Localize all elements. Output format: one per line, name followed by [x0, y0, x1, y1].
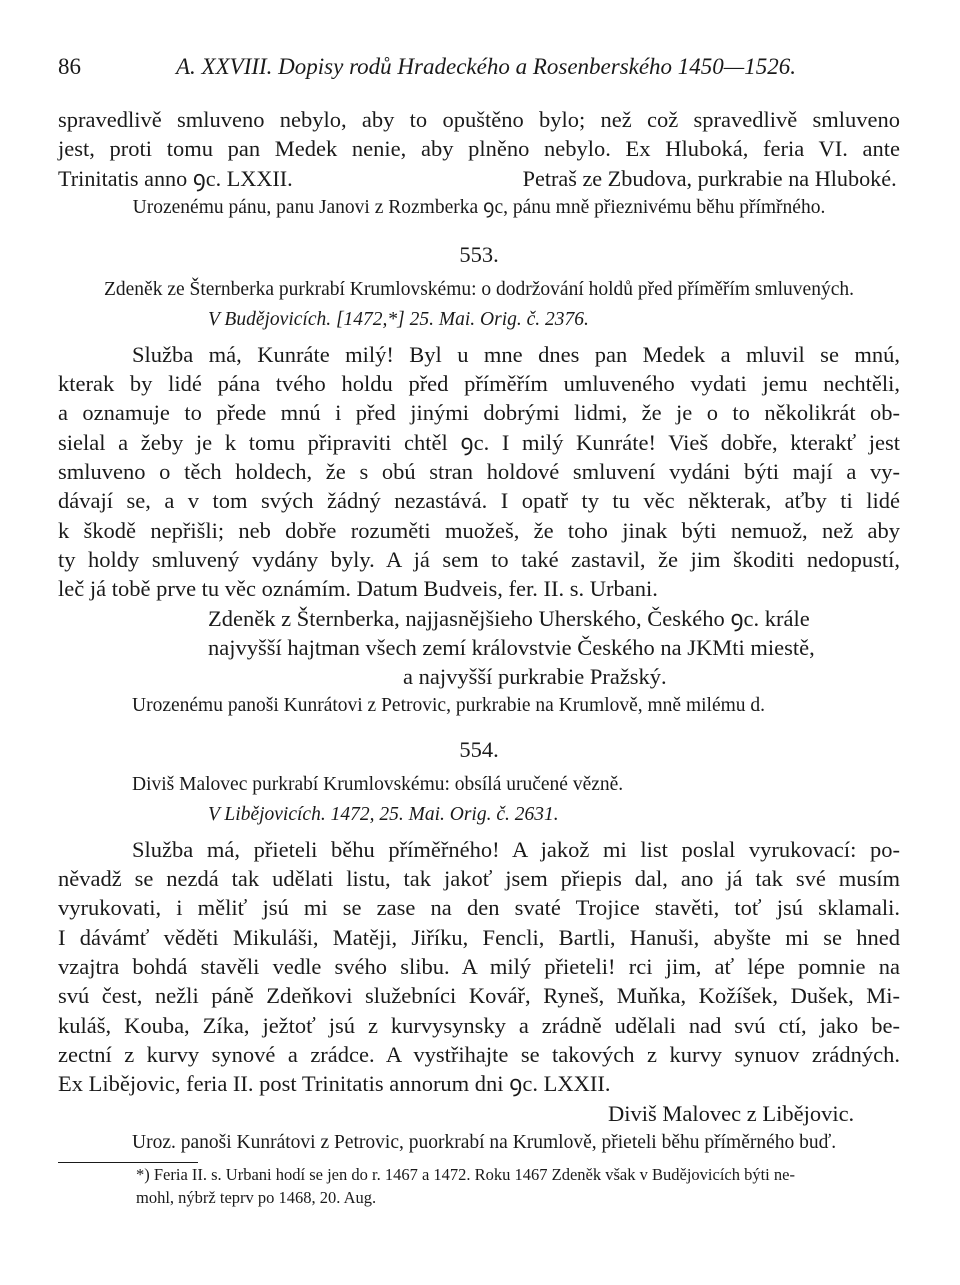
signature-line: najvyšší hajtman všech zemí královstvie Českého na JKMti miestě, [208, 634, 815, 660]
letter-554 [58, 735, 900, 1157]
letter-source: V Libějovicích. 1472, 25. Mai. Orig. č. 2631. [208, 803, 559, 825]
body-line: kterak by lidé pána tvého holdu před příměřím umluveného vydati jemu nechtěli, [58, 371, 900, 397]
body-line: k škodě nepřišli; neb dobře rozuměti muožeš, že toho jinak býti nemuož, než aby [58, 517, 900, 543]
footnote-line: mohl, nýbrž teprv po 1468, 20. Aug. [136, 1188, 377, 1207]
previous-letter-ending [58, 105, 900, 222]
signature-line: Zdeněk z Šternberka, najjasnějšieho Uherského, Českého ꝯc. krále [208, 605, 810, 631]
running-title: A. XXVIII. Dopisy rodů Hradeckého a Rosenberského 1450—1526. [176, 54, 797, 79]
sender-signature: Petraš ze Zbudova, purkrabie na Hluboké. [522, 165, 897, 191]
closing-date: Trinitatis anno ꝯc. LXXII. [58, 165, 293, 191]
body-line: a oznamuje to přede mnú i před jinými dobrými lidmi, že je o to několikrát ob- [58, 400, 900, 426]
page-number: 86 [58, 54, 81, 79]
footnote [58, 1163, 904, 1209]
letter-number: 554. [459, 737, 499, 762]
signature-line: Diviš Malovec z Libějovic. [608, 1100, 855, 1126]
body-line: sielal a žeby je k tomu připraviti chtěl ꝯc. I milý Kunráte! Vieš dobře, kterakť jest [58, 429, 900, 455]
body-line: vzajtra bohdá stavěli vedle svého slibu. A milý přieteli! rci jim, ať lépe pomnie na [58, 954, 900, 980]
letter-source: V Budějovicích. [1472,*] 25. Mai. Orig. č. 2376. [208, 308, 589, 330]
body-line: kuláš, Kouba, Zíka, ježtoť jsú z kurvysynsky a zrádně udělali nad svú ctí, jako be- [58, 1012, 900, 1038]
page-header [58, 54, 898, 88]
letter-number: 553. [459, 242, 499, 267]
body-line: Služba má, přieteli běhu příměřného! A jakož mi list poslal vyrukovací: po- [132, 836, 900, 862]
signature-line: a najvyšší purkrabie Pražský. [403, 664, 667, 690]
body-line: Ex Libějovic, feria II. post Trinitatis annorum dni ꝯc. LXXII. [58, 1071, 611, 1097]
body-line: zectní z kurvy synové a zrádce. A vystřihajte se takových z kurvy synuov zrádných. [58, 1041, 900, 1067]
letter-553 [58, 240, 900, 721]
body-line: smluveno o těch holdech, že s obú stran holdové smluvení vydáni býti mají a vy- [58, 459, 900, 485]
address-line: Urozenému pánu, panu Janovi z Rozmberka ꝯc, pánu mně přieznivému běhu přímřného. [132, 196, 826, 218]
body-line: Služba má, Kunráte milý! Byl u mne dnes pan Medek a mluvil se mnú, [132, 341, 900, 367]
address-line: Uroz. panoši Kunrátovi z Petrovic, puorkrabí na Krumlově, přieteli běhu příměrného buď. [132, 1131, 837, 1153]
date-signature-line [58, 164, 900, 193]
body-line: ty holdy smluvený vydány byly. A já sem to také zastavil, že jim škoditi nedopustí, [58, 546, 900, 572]
body-line: leč já tobě prve tu věc oznámím. Datum Budveis, fer. II. s. Urbani. [58, 576, 658, 602]
footnote-line: *) Feria II. s. Urbani hodí se jen do r. 1467 a 1472. Roku 1467 Zdeněk však v Budějovicích býti ne- [136, 1165, 795, 1184]
letter-summary: Diviš Malovec purkrabí Krumlovskému: obsílá uručené vězně. [132, 774, 624, 796]
body-line: vyrukovati, i měliť jsú mi se zase na den svaté Trojice stavěti, toť jsú sklamali. [58, 895, 900, 921]
body-line: dávají se, a v tom svých žádný nezastává. I opatř ty tu věc některak, aťby ti lidé [58, 488, 900, 514]
letter-summary: Zdeněk ze Šternberka purkrabí Krumlovskému: o dodržování holdů před příměřím smluvených. [103, 279, 854, 301]
body-line: svú čest, nežli páně Zdeňkovi služebníci Kovář, Ryneš, Muňka, Kožíšek, Dušek, Mi- [58, 983, 900, 1009]
body-line: něvadž se nezdá tak udělati listu, tak jakoť jsem přiepis dal, ano já tak své musím [58, 866, 900, 892]
body-line: I dávámť věděti Mikuláši, Matěji, Jiříku, Fencli, Bartli, Hanuši, abyšte mi se hned [58, 924, 900, 950]
address-line: Urozenému panoši Kunrátovi z Petrovic, purkrabie na Krumlově, mně milému d. [132, 695, 766, 717]
text-line: spravedlivě smluveno nebylo, aby to opuštěno bylo; než což spravedlivě smluveno [58, 107, 900, 132]
text-line: jest, proti tomu pan Medek nenie, aby plněno nebylo. Ex Hluboká, feria VI. ante [58, 136, 900, 162]
